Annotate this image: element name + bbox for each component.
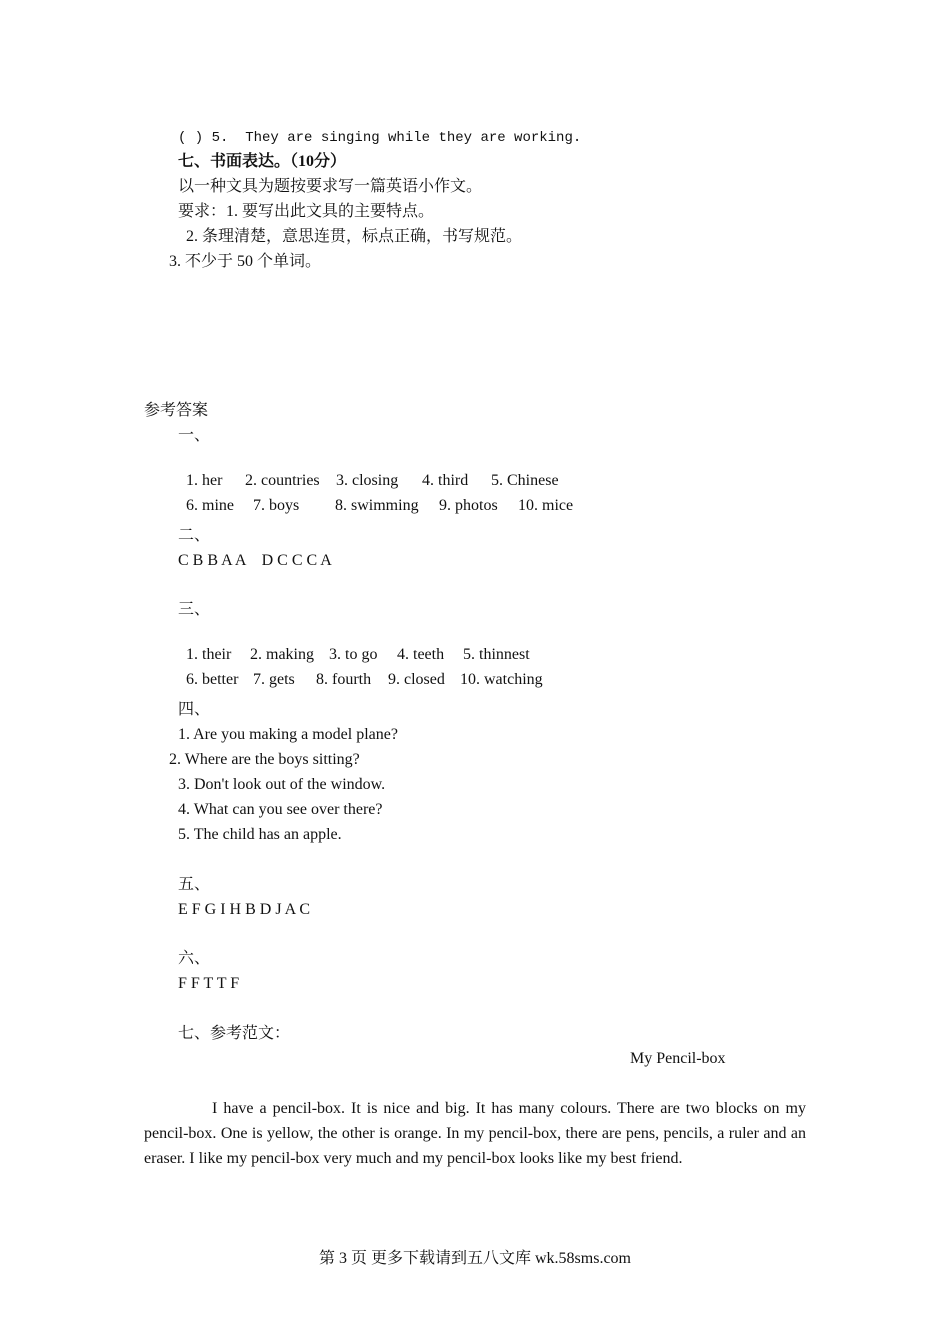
answer-item: 3. to go (329, 646, 378, 663)
section-4-item-3: 3. Don't look out of the window. (178, 776, 386, 793)
answer-item: 9. closed (388, 671, 445, 688)
page-footer: 第 3 页 更多下载请到五八文库 wk.58sms.com (318, 1250, 631, 1267)
section-1-label: 一、 (178, 427, 211, 444)
answer-item: 6. better (186, 671, 239, 688)
essay-body: I have a pencil-box. It is nice and big. It has many colours. There are two blocks on my pencil-box. One is yellow, the other is orange. In my pencil-box, there are pens, pencils, a ruler and an eraser. I like my pencil-box very much and my pencil-box looks like my best friend. (144, 1100, 806, 1167)
section-7-label: 七、参考范文： (178, 1025, 291, 1042)
section-7-title: 七、书面表达。（10分） (178, 153, 347, 170)
answer-item: 2. making (250, 646, 314, 663)
section-4-item-5: 5. The child has an apple. (178, 826, 342, 843)
section-3-label: 三、 (178, 601, 211, 618)
section-4-item-1: 1. Are you making a model plane? (178, 726, 398, 743)
requirement-1: 要求：1. 要写出此文具的主要特点。 (178, 203, 435, 220)
answer-item: 7. boys (253, 497, 300, 514)
requirement-2: 2. 条理清楚，意思连贯，标点正确，书写规范。 (186, 228, 523, 245)
answer-item: 4. third (422, 472, 469, 489)
section-1-row-2 (178, 476, 573, 516)
answer-item: 6. mine (186, 497, 234, 514)
answer-item: 1. her (186, 472, 223, 489)
answer-item: 4. teeth (397, 646, 445, 663)
answer-item: 9. photos (439, 497, 498, 514)
section-6-answers: F F T T F (178, 975, 240, 992)
section-2-label: 二、 (178, 527, 211, 544)
section-4-item-2: 2. Where are the boys sitting? (169, 751, 360, 768)
writing-prompt: 以一种文具为题按要求写一篇英语小作文。 (178, 178, 483, 195)
answer-item: 1. their (186, 646, 232, 663)
answer-item: 8. swimming (335, 497, 419, 514)
answer-item: 10. watching (460, 671, 543, 688)
answer-item: 5. Chinese (491, 472, 559, 489)
requirement-3: 3. 不少于 50 个单词。 (169, 253, 322, 270)
answer-item: 3. closing (336, 472, 399, 489)
section-2-answers: C B B A A D C C C A (178, 552, 332, 569)
question-item-5: ( ) 5. They are singing while they are working. (178, 130, 582, 146)
answer-item: 2. countries (245, 472, 320, 489)
section-4-item-4: 4. What can you see over there? (178, 801, 383, 818)
section-5-label: 五、 (178, 876, 211, 893)
answer-item: 8. fourth (316, 671, 372, 688)
section-6-label: 六、 (178, 950, 211, 967)
section-3-row-2 (178, 650, 543, 690)
answers-heading: 参考答案 (144, 402, 209, 419)
answer-item: 10. mice (518, 497, 574, 514)
essay-title: My Pencil-box (630, 1050, 726, 1067)
section-4-label: 四、 (178, 701, 211, 718)
answer-item: 7. gets (253, 671, 295, 688)
section-5-answers: E F G I H B D J A C (178, 901, 311, 918)
answer-item: 5. thinnest (463, 646, 530, 663)
